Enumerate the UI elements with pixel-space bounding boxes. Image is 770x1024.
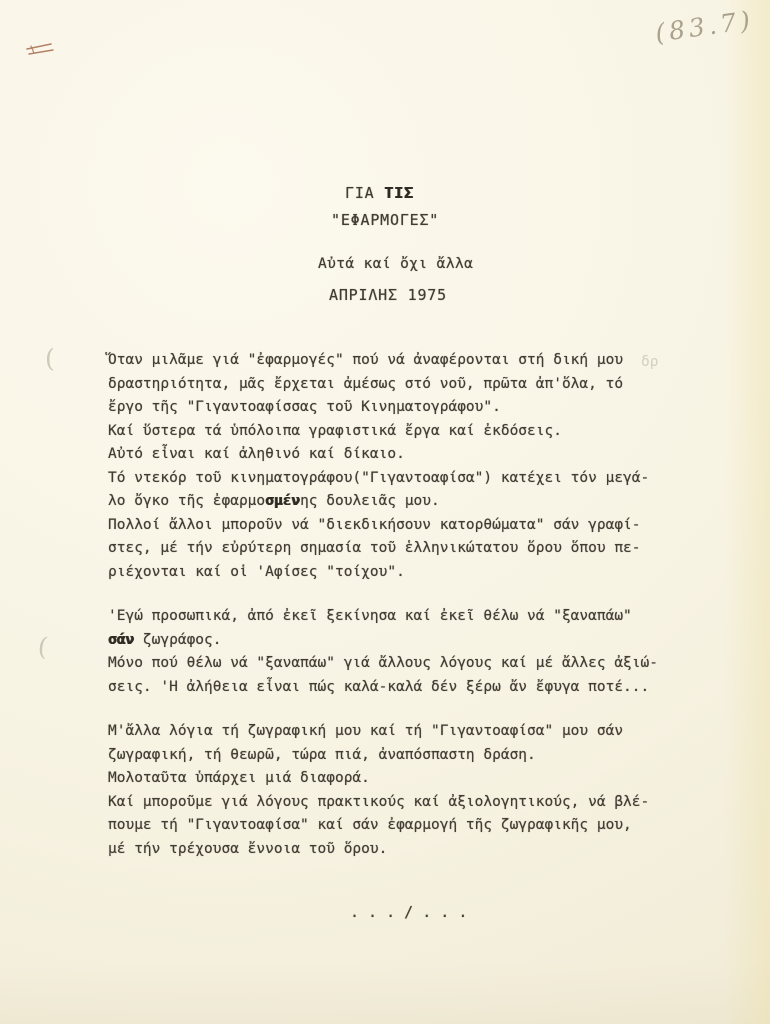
handwritten-page-number: (83.7) <box>653 5 756 48</box>
overstruck-text: σάν <box>108 631 135 648</box>
text-line: Ὅταν μιλᾶμε γιά "ἐφαρμογές" πού νά ἀναφέρονται στή δική μου <box>108 352 624 368</box>
text-line <box>108 490 658 514</box>
paragraph <box>108 605 658 699</box>
typed-text: ΓΙΑ <box>345 184 385 202</box>
text-line: ἔργο τῆς "Γιγαντοαφίσσας τοῦ Κινηματογράφου". <box>108 399 501 415</box>
overstruck-text: σμέν <box>265 493 301 509</box>
typed-text: ζωγράφος. <box>134 631 222 648</box>
doc-title-line1 <box>345 184 414 202</box>
text-line: στες, μέ τήν εὐρύτερη σημασία τοῦ ἑλληνικώτατου ὅρου ὅπου πε- <box>108 540 641 556</box>
typed-text: ης δουλειᾶς μου. <box>300 493 440 509</box>
text-line: δραστηριότητα, μᾶς ἔρχεται ἀμέσως στό νοῦ, πρῶτα ἀπ'ὅλα, τό <box>108 375 624 392</box>
overstruck-text: ΤΙΣ <box>384 184 414 202</box>
text-line: Μόνο πού θέλω νά "ξαναπάω" γιά ἄλλους λόγους καί μέ ἄλλες ἀξιώ- <box>108 655 658 671</box>
text-line <box>108 629 658 653</box>
text-line: Τό ντεκόρ τοῦ κινηματογράφου("Γιγαντοαφίσα") κατέχει τόν μεγά- <box>108 469 650 486</box>
paragraph <box>108 349 658 584</box>
text-line: Πολλοί ἄλλοι μποροῦν νά "διεκδικήσουν κατορθώματα" σάν γραφί- <box>108 516 641 533</box>
text-line: μέ τήν τρέχουσα ἔννοια τοῦ ὅρου. <box>108 840 388 857</box>
pencil-scribble-icon <box>24 40 58 58</box>
text-line: Καί ὕστερα τά ὑπόλοιπα γραφιστικά ἔργα καί ἐκδόσεις. <box>108 422 562 439</box>
doc-date: ΑΠΡΙΛΗΣ 1975 <box>329 286 447 304</box>
typed-text: λο ὄγκο τῆς ἐφαρμο <box>108 493 266 509</box>
doc-title-line2: "ΕΦΑΡΜΟΓΕΣ" <box>331 211 440 229</box>
document-body <box>108 349 658 882</box>
text-line: ριέχονται καί οἱ 'Αφίσες "τοίχου". <box>108 563 405 580</box>
text-line: 'Εγώ προσωπικά, ἀπό ἐκεῖ ξεκίνησα καί ἐκεῖ θέλω νά "ξαναπάω" <box>108 608 632 624</box>
text-line: Μ'ἄλλα λόγια τή ζωγραφική μου καί τή "Γιγαντοαφίσα" μου σάν <box>108 723 624 739</box>
doc-subtitle: Αὐτά καί ὄχι ἄλλα <box>318 256 474 272</box>
text-line: ζωγραφική, τή θεωρῶ, τώρα πιά, ἀναπόσπαστη δράση. <box>108 746 536 763</box>
text-line: πουμε τή "Γιγαντοαφίσα" καί σάν ἐφαρμογή τῆς ζωγραφικῆς μου, <box>108 817 632 833</box>
margin-paren-mark: ( <box>36 631 50 662</box>
margin-paren-mark: ( <box>45 344 55 373</box>
text-line: Μολοταῦτα ὑπάρχει μιά διαφορά. <box>108 770 370 786</box>
text-line: Καί μποροῦμε γιά λόγους πρακτικούς καί ἀξιολογητικούς, νά βλέ- <box>108 793 650 810</box>
continuation-mark: . . . / . . . <box>350 903 468 921</box>
text-line: Αὐτό εἶναι καί ἀληθινό καί δίκαιο. <box>108 446 405 462</box>
text-line: σεις. 'Η ἀλήθεια εἶναι πώς καλά-καλά δέν ξέρω ἄν ἔφυγα ποτέ... <box>108 678 650 695</box>
paragraph <box>108 720 658 861</box>
ghost-typing: δρ <box>641 354 659 370</box>
